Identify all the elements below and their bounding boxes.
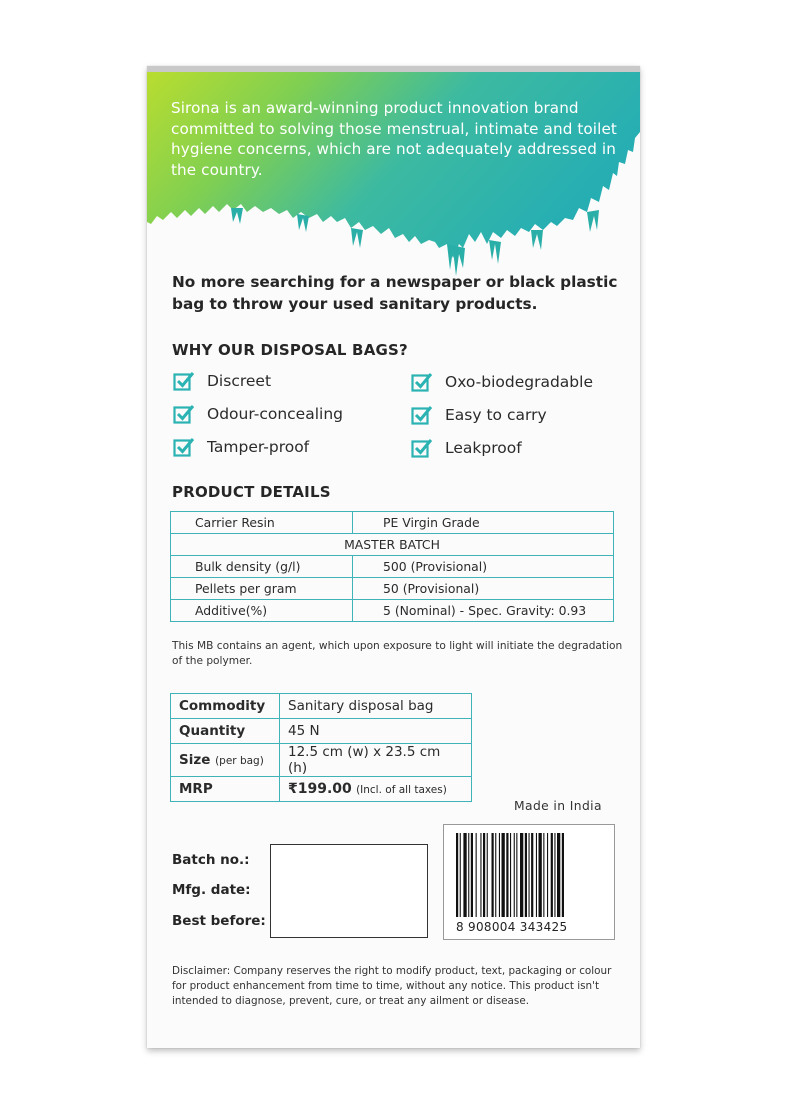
feature-label: Odour-concealing xyxy=(207,405,343,423)
feature-item xyxy=(411,369,593,395)
feature-item xyxy=(411,402,547,428)
checkbox-check-icon xyxy=(173,436,195,458)
feature-item xyxy=(411,435,522,461)
table-cell: Quantity xyxy=(171,719,280,744)
mb-note: This MB contains an agent, which upon exposure to light will initiate the degradation of the polymer. xyxy=(172,640,623,667)
feature-item xyxy=(173,434,309,460)
feature-item xyxy=(173,368,271,394)
table-row xyxy=(171,578,614,600)
table-cell: Bulk density (g/l) xyxy=(171,556,353,578)
table-cell: PE Virgin Grade xyxy=(353,512,614,534)
table-row xyxy=(171,777,472,802)
feature-label: Oxo-biodegradable xyxy=(445,373,593,391)
table-cell xyxy=(280,777,472,802)
checkbox-check-icon xyxy=(411,404,433,426)
checkbox-check-icon xyxy=(411,437,433,459)
table-cell: 5 (Nominal) - Spec. Gravity: 0.93 xyxy=(353,600,614,622)
features-list xyxy=(173,368,633,468)
spec-table xyxy=(170,511,614,622)
table-cell: MASTER BATCH xyxy=(171,534,614,556)
headline-text: No more searching for a newspaper or black plastic bag to throw your used sanitary products. xyxy=(172,273,618,313)
table-row xyxy=(171,744,472,777)
feature-label: Discreet xyxy=(207,372,272,390)
barcode-number: 8 908004 343425 xyxy=(456,920,568,934)
size-label-suffix: (per bag) xyxy=(215,755,264,767)
product-details-heading: PRODUCT DETAILS xyxy=(172,483,331,501)
table-cell: Additive(%) xyxy=(171,600,353,622)
table-row xyxy=(171,534,614,556)
product-box-back xyxy=(147,66,640,1048)
feature-label: Leakproof xyxy=(445,439,522,457)
mrp-note: (Incl. of all taxes) xyxy=(356,784,447,796)
batch-info-box xyxy=(270,844,428,938)
brand-intro-text: Sirona is an award-winning product innovation brand committed to solving those menstrual, intimate and toilet hygiene concerns, which are not adequately addressed in the country. xyxy=(171,99,617,179)
feature-label: Easy to carry xyxy=(445,406,547,424)
table-cell: Carrier Resin xyxy=(171,512,353,534)
checkbox-check-icon xyxy=(173,370,195,392)
table-cell: 12.5 cm (w) x 23.5 cm (h) xyxy=(280,744,472,777)
size-label: Size xyxy=(179,752,211,768)
table-row xyxy=(171,719,472,744)
table-row xyxy=(171,600,614,622)
checkbox-check-icon xyxy=(173,403,195,425)
feature-item xyxy=(173,401,343,427)
table-row xyxy=(171,556,614,578)
table-cell: Commodity xyxy=(171,694,280,719)
made-in-label: Made in India xyxy=(514,799,602,813)
table-cell: 500 (Provisional) xyxy=(353,556,614,578)
table-row xyxy=(171,512,614,534)
disclaimer-text: Disclaimer: Company reserves the right to modify product, text, packaging or colour for product enhancement from time to time, without any notice. This product isn't intended to diagnose, prevent, cure, or treat any ailment or disease. xyxy=(172,965,612,1007)
table-cell: Sanitary disposal bag xyxy=(280,694,472,719)
table-cell: Pellets per gram xyxy=(171,578,353,600)
best-before-label: Best before: xyxy=(172,913,266,929)
table-cell xyxy=(171,744,280,777)
table-cell: 45 N xyxy=(280,719,472,744)
table-cell: 50 (Provisional) xyxy=(353,578,614,600)
table-cell: MRP xyxy=(171,777,280,802)
checkbox-check-icon xyxy=(411,371,433,393)
barcode xyxy=(443,824,615,940)
feature-label: Tamper-proof xyxy=(207,438,310,456)
batch-no-label: Batch no.: xyxy=(172,852,250,868)
mfg-date-label: Mfg. date: xyxy=(172,882,251,898)
product-info-table xyxy=(170,693,472,802)
why-heading: WHY OUR DISPOSAL BAGS? xyxy=(172,341,408,359)
mrp-price: ₹199.00 xyxy=(288,781,352,797)
table-row xyxy=(171,694,472,719)
